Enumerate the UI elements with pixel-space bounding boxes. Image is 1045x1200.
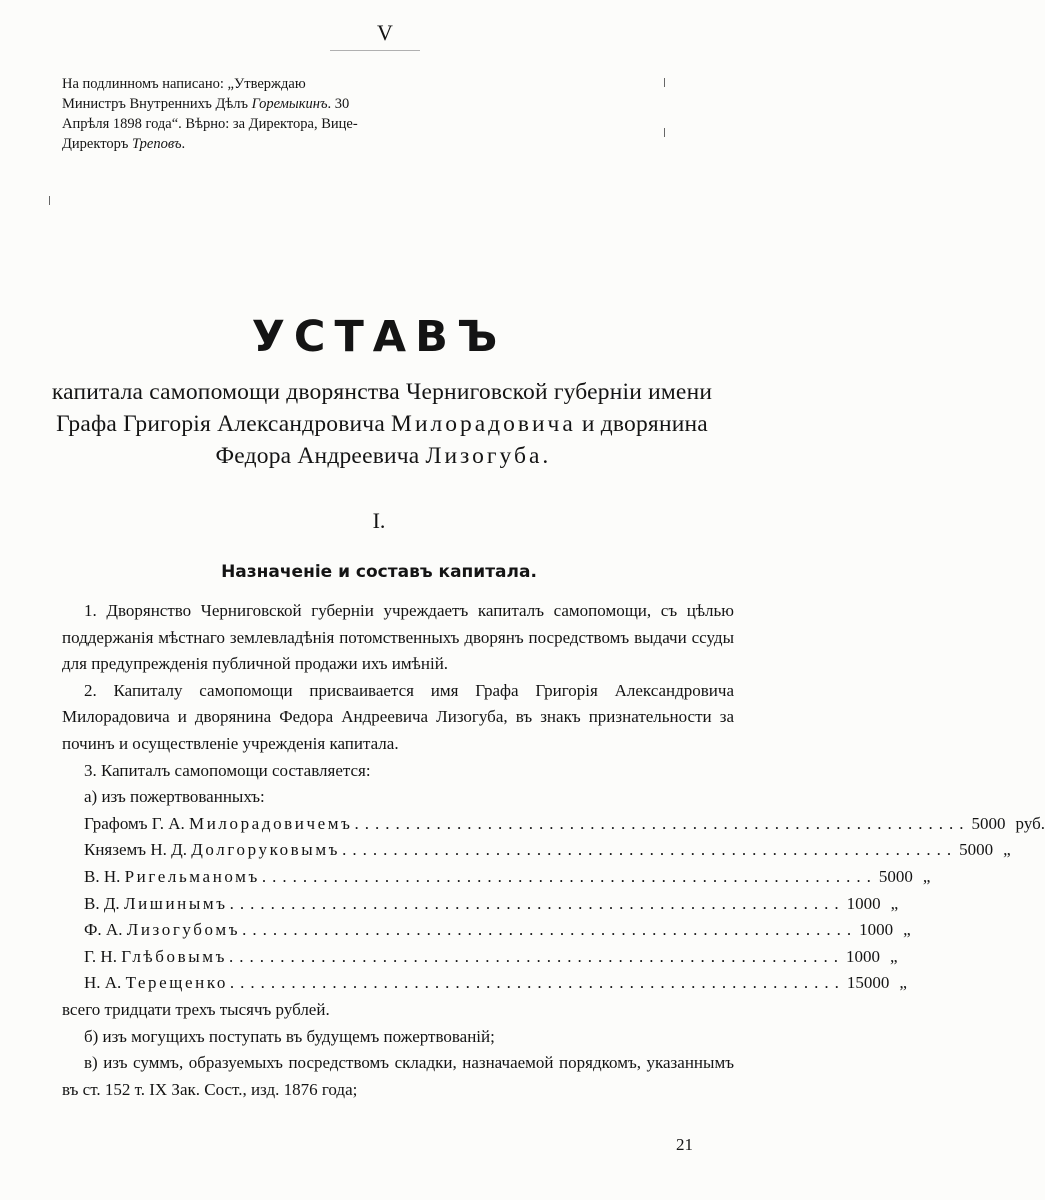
donor-amount: 5000 <box>959 840 994 860</box>
donor-unit: „ <box>890 946 898 966</box>
donor-unit: „ <box>890 893 899 913</box>
document-title: УСТАВЪ <box>251 312 507 362</box>
donor-initials: В. Д. <box>84 893 124 913</box>
paragraph-3: 3. Капиталъ самопомощи составляется: <box>84 760 371 780</box>
approval-note <box>62 74 358 154</box>
donor-initials: Н. А. <box>84 973 126 993</box>
donor-name <box>62 917 240 944</box>
subtitle-line-2 <box>30 408 734 440</box>
note-text-3: . <box>181 136 186 152</box>
donor-surname: Терещенко <box>125 973 228 993</box>
leader-dots: ............................................................ <box>342 840 958 860</box>
body-text <box>62 598 1045 1103</box>
item-b: б) изъ могущихъ поступать въ будущемъ пожертвованій; <box>84 1026 495 1046</box>
donor-amount: 15000 <box>846 973 890 993</box>
donor-amount: 5000 <box>878 866 913 886</box>
donor-name <box>62 811 353 838</box>
donor-name <box>62 970 228 997</box>
donor-initials: Г. Н. <box>84 946 122 966</box>
item-c: в) изъ суммъ, образуемыхъ посредствомъ складки, назначаемой порядкомъ, указаннымъ въ ст. 152 т. IX Зак. Сост., изд. 1876 года; <box>62 1053 734 1099</box>
donor-amount: 5000 <box>971 813 1006 833</box>
donor-surname: Ригельманомъ <box>124 866 260 886</box>
document-subtitle <box>30 376 734 472</box>
scan-speck <box>664 128 665 137</box>
paragraph-1: 1. Дворянство Черниговской губерніи учреждаетъ капиталъ самопомощи, съ цѣлью поддержанія мѣстнаго землевладѣнія потомственныхъ дворянъ посредствомъ выдачи ссуды для предупрежденія публичной продажи ихъ имѣній. <box>62 601 734 674</box>
subtitle-text: и дворянина <box>575 411 708 437</box>
donor-initials: В. Н. <box>84 866 125 886</box>
subtitle-line-1: капитала самопомощи дворянства Черниговской губерніи имени <box>51 379 713 405</box>
leader-dots: ............................................................ <box>242 920 858 940</box>
donor-row <box>62 891 899 918</box>
paragraph-2: 2. Капиталу самопомощи присваивается имя Графа Григорія Александровича Милорадовича и дворянина Федора Андреевича Лизогуба, въ знакъ признательности за починъ и осуществленіе учрежденія капитала. <box>62 680 734 753</box>
donor-name <box>62 864 260 891</box>
leader-dots: ............................................................ <box>261 866 877 886</box>
donor-surname: Лишинымъ <box>123 893 228 913</box>
donor-name <box>62 944 227 971</box>
donor-amount: 1000 <box>846 893 881 913</box>
section-title: Назначеніе и составъ капитала. <box>221 562 537 582</box>
donor-amount: 1000 <box>859 920 894 940</box>
subtitle-text: Федора Андреевича <box>215 443 426 469</box>
donor-row <box>62 837 1011 864</box>
subtitle-text: Графа Григорія Александровича <box>56 411 392 437</box>
page-header-roman: V <box>377 20 393 45</box>
donor-unit: „ <box>899 973 907 993</box>
donor-unit: „ <box>922 866 931 886</box>
item-a: а) изъ пожертвованныхъ: <box>84 787 265 807</box>
leader-dots: ............................................................ <box>229 973 845 993</box>
subtitle-spaced-name: Милорадовича <box>391 411 576 437</box>
donor-initials: Графомъ Г. А. <box>84 813 189 833</box>
donor-initials: Княземъ Н. Д. <box>84 840 192 860</box>
donor-surname: Долгоруковымъ <box>191 840 341 860</box>
donor-row <box>62 917 911 944</box>
donor-initials: Ф. А. <box>84 920 127 940</box>
note-name-1: Горемыкинъ <box>251 96 328 112</box>
donor-name <box>62 891 228 918</box>
donor-unit: „ <box>903 920 911 940</box>
header-rule <box>330 50 420 51</box>
donor-amount: 1000 <box>846 946 880 966</box>
donor-list <box>62 811 1045 997</box>
donor-unit: руб. <box>1015 813 1045 833</box>
section-number: I. <box>372 508 386 533</box>
leader-dots: ............................................................ <box>229 946 844 966</box>
donor-unit: „ <box>1003 840 1011 860</box>
donor-row <box>62 970 907 997</box>
subtitle-spaced-name: Лизогуба <box>425 443 543 469</box>
scan-speck <box>664 78 665 87</box>
donor-surname: Глѣбовымъ <box>121 946 227 966</box>
leader-dots: ............................................................ <box>229 893 845 913</box>
donor-name <box>62 837 340 864</box>
subtitle-text: . <box>542 443 549 469</box>
leader-dots: ............................................................ <box>354 813 970 833</box>
note-text-1: На подлинномъ написано: „Утверждаю Министръ Внутреннихъ Дѣлъ <box>62 76 306 112</box>
donor-row <box>62 944 898 971</box>
donor-surname: Милорадовичемъ <box>188 813 353 833</box>
subtitle-line-3 <box>30 440 734 472</box>
donor-row <box>62 811 1045 838</box>
donor-row <box>62 864 931 891</box>
note-text-2: . 30 Апрѣля 1898 года“. Вѣрно: за Директора, Вице-Директоръ <box>62 96 358 152</box>
donation-total: всего тридцати трехъ тысячъ рублей. <box>62 999 330 1019</box>
donor-surname: Лизогубомъ <box>126 920 241 940</box>
note-name-2: Треповъ <box>131 136 182 152</box>
page-number: 21 <box>676 1135 693 1154</box>
scan-speck <box>49 196 50 205</box>
